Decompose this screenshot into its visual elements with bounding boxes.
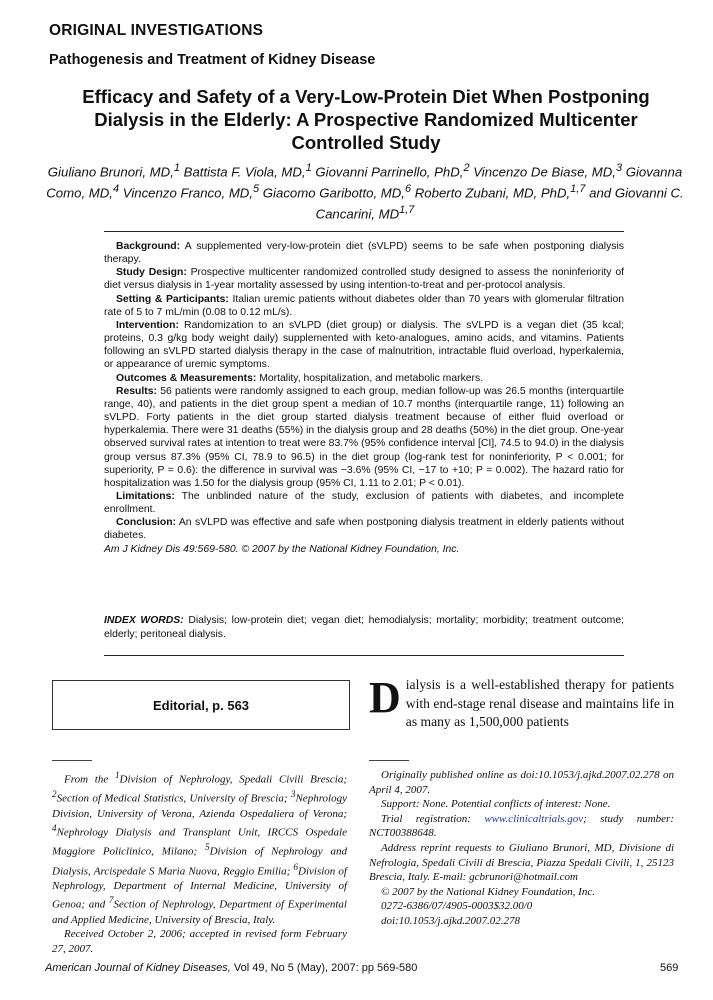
abstract-heading: Conclusion: (116, 517, 177, 529)
doi: doi:10.1053/j.ajkd.2007.02.278 (381, 914, 521, 927)
abstract-text: 56 patients were randomly assigned to each group, median follow-up was 26.5 months (interquartile range, 40), and patients in the diet group spent a median of 10.7 months (interquartile range, 11) following an sVLPD. Forty patients in the diet group started dialysis treatment because of either fluid overload or hyperkalemia. There were 31 deaths (55%) in the dialysis group and 28 deaths (50%) in the diet group. One-year observed survival rates at intention to treat were 83.7% (95% confidence interval [CI], 74.5 to 94.0) in the dialysis group versus 87.3% (95% CI, 78.9 to 96.5) in the diet group (log-rank test for noninferiority, P < 0.001; for superiority, P = 0.6): the difference in survival was −3.6% (95% CI, −17 to +10; P = 0.002). The hazard ratio for hospitalization was 1.50 for the dialysis group (95% CI, 1.11 to 2.01; P < 0.01). (104, 385, 624, 489)
abstract (104, 240, 624, 556)
publication-info (369, 768, 674, 929)
support-statement: Support: None. Potential conflicts of interest: None. (381, 798, 611, 811)
author-affiliation-marker: 1,7 (570, 182, 586, 195)
abstract-section (104, 240, 624, 266)
reprint-address: Address reprint requests to Giuliano Brunori, MD, Divisione di Nefrologia, Spedali Civili di Brescia, Piazza Spedali Civili, 1, 25123 Brescia, Italy. E-mail: gcbrunori@hotmail.com (369, 841, 674, 884)
author-name: Giovanna Como, MD, (46, 164, 683, 201)
abstract-text: Mortality, hospitalization, and metabolic markers. (256, 372, 484, 384)
trial-registration (369, 812, 674, 841)
intro-paragraph (369, 673, 674, 732)
abstract-text: Prospective multicenter randomized controlled study designed to assess the noninferiority of diet versus dialysis in 1-year mortality assessed by using intention-to-treat and per-protocol analysis. (104, 267, 624, 292)
online-publication: Originally published online as doi:10.1053/j.ajkd.2007.02.278 on April 4, 2007. (369, 769, 674, 796)
trial-link[interactable]: www.clinicaltrials.gov (484, 812, 584, 825)
abstract-text: A supplemented very-low-protein diet (sVLPD) seems to be safe when postponing dialysis therapy. (104, 241, 624, 266)
index-words (104, 614, 624, 641)
affiliations-text: From the $^1$Division of Nephrology, Spedali Civili Brescia; $^2$Section of Medical Statistics, University of Brescia; $^3$Nephrology Division, University of Verona, Azienda Ospedaliera of Verona; $^4$Nephrology Dialysis and Transplant Unit, IRCCS Ospedale Maggiore Policlinico, Milano; $^5$Division of Nephrology and Dialysis, Arcispedale S Maria Nuova, Reggio Emilia; $^6$Division of Nephrology, Department of Internal Medicine, University of Genoa; and $^7$Section of Nephrology, Department of Experimental and Applied Medicine, University of Brescia, Italy. (52, 770, 347, 926)
abstract-heading: Intervention: (116, 319, 179, 331)
abstract-heading: Background: (116, 241, 181, 252)
author-name: Giuliano Brunori, MD, (47, 164, 174, 180)
editorial-box[interactable] (52, 680, 350, 730)
editorial-link[interactable]: Editorial, p. 563 (152, 697, 250, 713)
intro-text: ialysis is a well-established therapy for patients with end-stage renal disease and maintains life in as many as 1,500,000 patients (405, 677, 674, 729)
author-list: Giuliano Brunori, MD,$^1$ Battista F. Viola, MD,$^1$ Giovanni Parrinello, PhD,$^2$ Vincenzo De Biase, MD,$^3$ Giovanna Como, MD,$^4$ Vincenzo Franco, MD,$^5$ Giacomo Garibotto, MD,$^6$ Roberto Zubani, MD, PhD,$^{1,7}$ and Giovanni C. Cancarini, MD$^{1,7}$ (46, 162, 684, 222)
abstract-text: Italian uremic patients without diabetes older than 70 years with glomerular filtration rate of 5 to 7 mL/min (0.08 to 0.12 mL/s). (104, 293, 624, 318)
abstract-top-rule (104, 231, 624, 232)
author-affiliation-marker: 1 (305, 162, 312, 174)
footnote-rule-left (52, 760, 92, 761)
issn: 0272-6386/07/4905-0003$32.00/0 (381, 900, 533, 913)
author-affiliation-marker: 3 (615, 162, 623, 174)
abstract-section (104, 293, 624, 319)
abstract-heading: Outcomes & Measurements: (116, 372, 257, 384)
affiliations (52, 768, 347, 956)
abstract-text: An sVLPD was effective and safe when postponing dialysis treatment in elderly patients without diabetes. (104, 517, 624, 542)
abstract-section (104, 490, 624, 516)
page-number: 569 (660, 962, 679, 974)
author-affiliation-marker: 1,7 (399, 203, 415, 216)
abstract-heading: Study Design: (116, 267, 187, 279)
author-name: Giovanni Parrinello, PhD, (315, 164, 464, 180)
author-affiliation-marker: 4 (112, 182, 120, 195)
author-name: Giovanni C. Cancarini, MD (315, 185, 684, 222)
subsection-label: Pathogenesis and Treatment of Kidney Disease (49, 52, 376, 68)
author-affiliation-marker: 1 (173, 162, 180, 174)
author-affiliation-marker: 2 (463, 162, 470, 174)
abstract-heading: Setting & Participants: (116, 293, 229, 305)
citation: Am J Kidney Dis 49:569-580. © 2007 by the National Kidney Foundation, Inc. (104, 543, 460, 555)
section-label: ORIGINAL INVESTIGATIONS (49, 22, 264, 39)
author-name: Vincenzo De Biase, MD, (473, 164, 616, 180)
author-name: Battista F. Viola, MD, (183, 164, 306, 180)
abstract-heading: Results: (116, 385, 157, 397)
abstract-section (104, 385, 624, 490)
author-affiliation-marker: 5 (253, 182, 260, 195)
author-affiliation-marker: 6 (404, 182, 412, 195)
drop-cap: D (369, 673, 401, 722)
abstract-text: The unblinded nature of the study, exclusion of patients with diabetes, and incomplete enrollment. (104, 490, 624, 516)
article-title: Efficacy and Safety of a Very-Low-Protein Diet When Postponing Dialysis in the Elderly: A Prospective Randomized Multicenter Controlled Study (82, 86, 650, 153)
abstract-section (104, 372, 624, 385)
received-dates: Received October 2, 2006; accepted in revised form February 27, 2007. (52, 928, 347, 955)
author-name: Giacomo Garibotto, MD, (262, 185, 405, 201)
footer-journal: American Journal of Kidney Diseases, (45, 962, 231, 974)
abstract-heading: Limitations: (116, 490, 175, 502)
trial-prefix: Trial registration: (381, 812, 485, 825)
abstract-section (104, 516, 624, 542)
abstract-section (104, 266, 624, 292)
author-name: Roberto Zubani, MD, PhD, (414, 185, 571, 201)
trial-suffix: ; study number: NCT00388648. (369, 812, 674, 840)
abstract-bottom-rule (104, 655, 624, 656)
author-name: Vincenzo Franco, MD, (122, 185, 253, 201)
running-footer (45, 962, 417, 974)
index-words-text: Dialysis; low-protein diet; vegan diet; hemodialysis; mortality; morbidity; treatment outcome; elderly; peritoneal dialysis. (104, 615, 624, 640)
index-words-heading: INDEX WORDS: (104, 615, 184, 626)
footnote-rule-right (369, 760, 409, 761)
abstract-text: Randomization to an sVLPD (diet group) or dialysis. The sVLPD is a vegan diet (35 kcal; proteins, 0.3 g/kg body weight daily) supplemented with keto-analogues, amino acids, and vitamins. Patients following an sVLPD started dialysis therapy in the case of malnutrition, intractable fluid overload, hyperkalemia, or appearance of uremic symptoms. (104, 319, 624, 371)
footer-issue: Vol 49, No 5 (May), 2007: pp 569-580 (230, 962, 418, 974)
abstract-section (104, 319, 624, 372)
copyright: © 2007 by the National Kidney Foundation, Inc. (381, 885, 595, 898)
